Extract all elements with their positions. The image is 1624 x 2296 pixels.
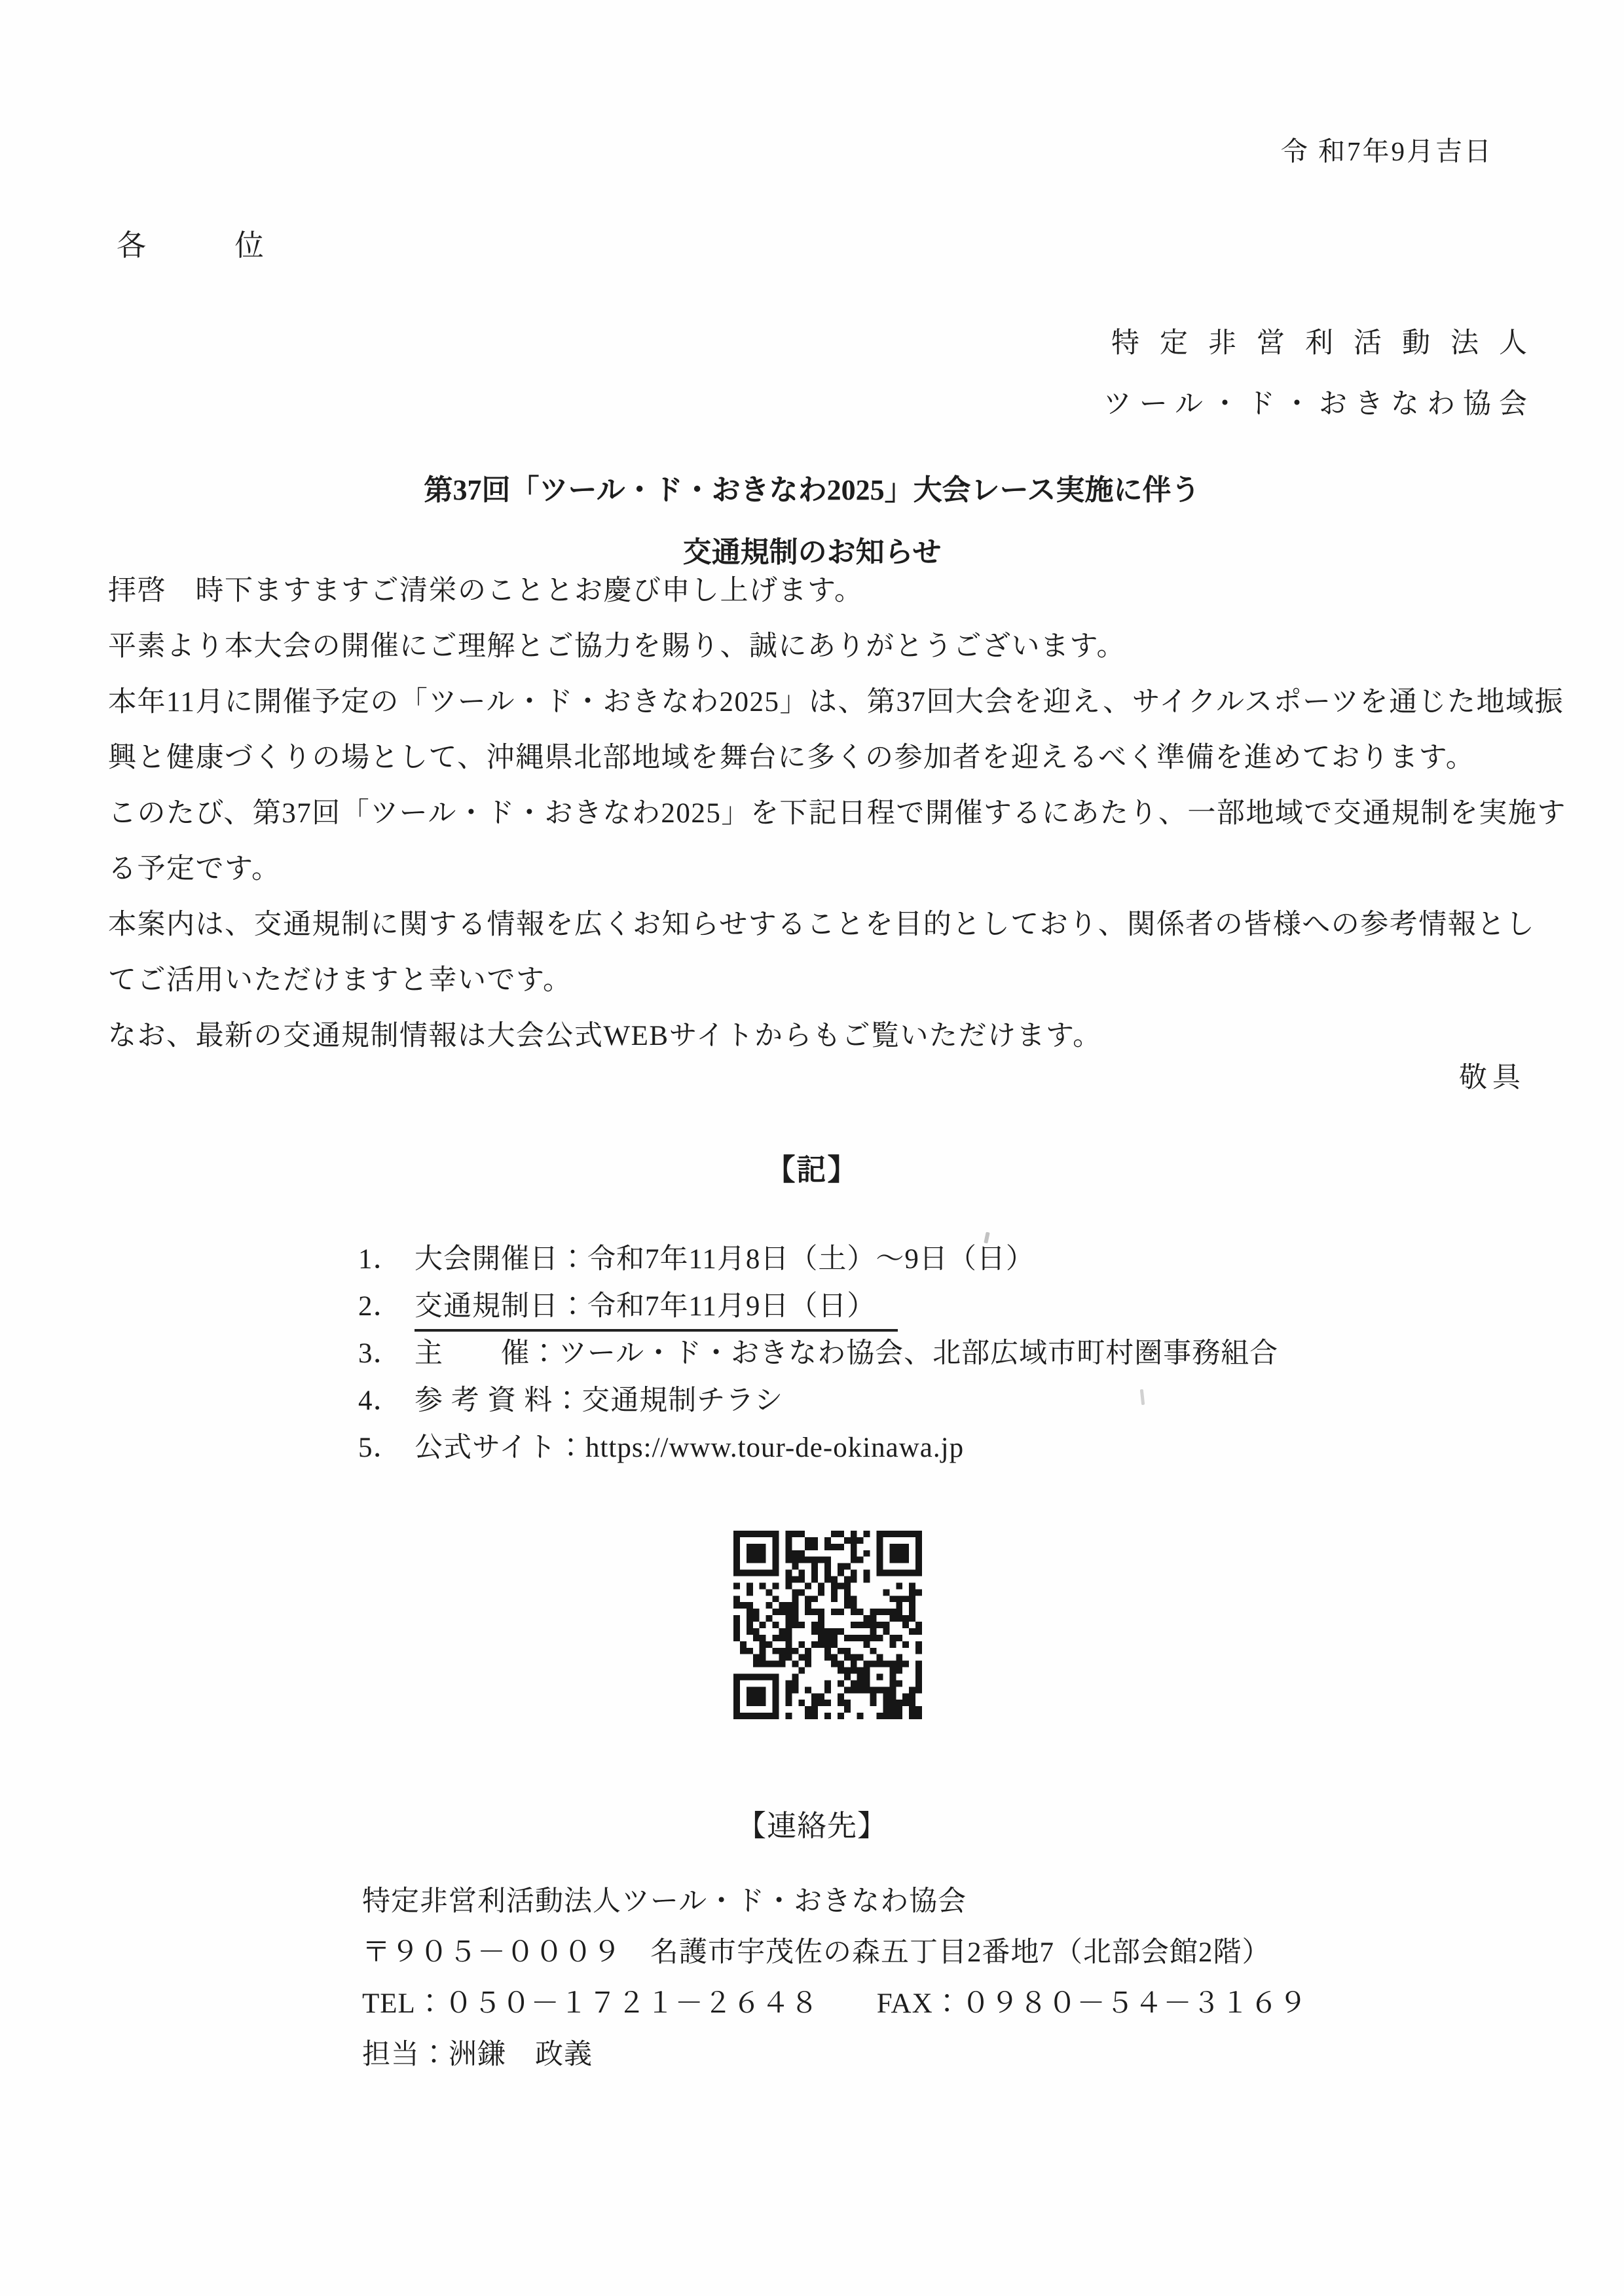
body-line: 拝啓 時下ますますご清栄のこととお慶び申し上げます。: [108, 575, 864, 606]
list-item-number: 1．: [358, 1244, 402, 1275]
list-item-number: 4．: [358, 1385, 402, 1416]
list-item-number: 5．: [358, 1432, 402, 1463]
list-item: [358, 1425, 1278, 1472]
contact-block: [362, 1876, 1308, 2081]
contact-header: 【連絡先】: [736, 1810, 887, 1842]
list-item-number: 2．: [358, 1291, 402, 1322]
sender-org-type: 特定非営利活動法人: [1111, 328, 1547, 359]
list-item-text: 主 催：ツール・ド・おきなわ協会、北部広域市町村圏事務組合: [415, 1338, 1279, 1369]
list-item: [358, 1377, 1278, 1425]
list-item: [358, 1283, 1278, 1330]
document-title-line2: 交通規制のお知らせ: [682, 536, 942, 568]
body-line: このたび、第37回「ツール・ド・おきなわ2025」を下記日程で開催するにあたり、一部地域で交通規制を実施す: [108, 798, 1566, 829]
recipient-line: 各 位: [117, 229, 265, 262]
body-line: なお、最新の交通規制情報は大会公式WEBサイトからもご覧いただけます。: [108, 1021, 1102, 1051]
contact-person-line: 担当：洲鎌 政義: [362, 2039, 593, 2070]
list-item: [358, 1330, 1278, 1377]
sender-org-name: ツール・ド・おきなわ協会: [1103, 389, 1535, 420]
list-item-text-underlined: 交通規制日：令和7年11月9日（日）: [415, 1284, 898, 1332]
document-title-line1: 第37回「ツール・ド・おきなわ2025」大会レース実施に伴う: [424, 474, 1200, 506]
qr-code: [733, 1531, 922, 1719]
body-line: 本年11月に開催予定の「ツール・ド・おきなわ2025」は、第37回大会を迎え、サイクルスポーツを通じた地域振: [108, 687, 1564, 718]
list-item-text: 参 考 資 料：交通規制チラシ: [415, 1385, 784, 1416]
closing-keigu: 敬具: [1459, 1063, 1526, 1093]
body-line: てご活用いただけますと幸いです。: [108, 965, 572, 996]
body-line: 興と健康づくりの場として、沖縄県北部地域を舞台に多くの参加者を迎えるべく準備を進めております。: [108, 742, 1475, 773]
date-line: 令 和7年9月吉日: [1280, 136, 1493, 166]
official-site-url: 公式サイト：https://www.tour-de-okinawa.jp: [415, 1432, 965, 1463]
document-title: [0, 466, 1624, 570]
contact-address-line: 〒９０５－０００９ 名護市宇茂佐の森五丁目2番地7（北部会館2階）: [362, 1937, 1271, 1968]
list-item-number: 3．: [358, 1338, 402, 1369]
body-text: [108, 563, 1566, 1064]
section-marker-ki: 【記】: [766, 1154, 858, 1186]
list-item-text: 大会開催日：令和7年11月8日（土）～9日（日）: [415, 1244, 1035, 1275]
body-line: 平素より本大会の開催にご理解とご協力を賜り、誠にありがとうございます。: [108, 631, 1126, 662]
body-line: る予定です。: [108, 854, 281, 884]
list-item: [358, 1236, 1278, 1283]
contact-tel-fax-line: TEL：０５０－１７２１－２６４８ FAX：０９８０－５４－３１６９: [362, 1988, 1308, 2019]
details-list: [358, 1236, 1278, 1472]
sender-block: [1103, 321, 1547, 422]
contact-org-line: 特定非営利活動法人ツール・ド・おきなわ協会: [362, 1886, 967, 1917]
body-line: 本案内は、交通規制に関する情報を広くお知らせすることを目的としており、関係者の皆様への参考情報とし: [108, 909, 1536, 940]
